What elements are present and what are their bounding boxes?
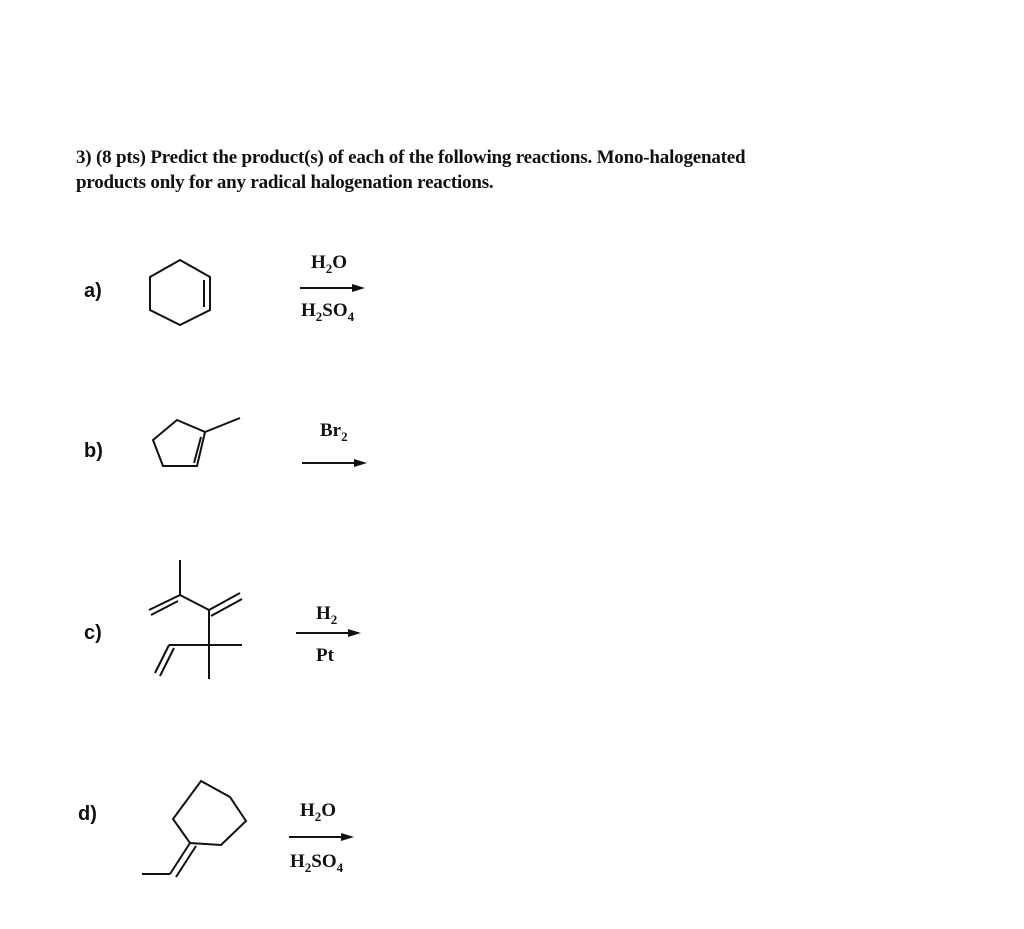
reaction-c-reagent-above: $H_2$ [316, 603, 338, 627]
reaction-a-label: a) [84, 280, 102, 302]
reaction-c-label: c) [84, 622, 102, 644]
ethylidenecyclohexane-icon [140, 775, 250, 880]
reaction-b-arrow-icon [302, 457, 368, 469]
reaction-d-reagent-below: $H_2SO_4$ [290, 851, 344, 875]
reaction-c-arrow-icon [296, 627, 362, 639]
reaction-a-arrow-icon [300, 282, 366, 294]
cyclohexene-icon [140, 250, 220, 330]
reaction-a-reagent-below: $H_2SO_4$ [301, 300, 355, 324]
methylcyclopentene-icon [145, 410, 245, 475]
triene-icon [145, 555, 250, 683]
question-line-2: products only for any radical halogenation reactions. [76, 172, 494, 193]
question-line-1: 3) (8 pts) Predict the product(s) of each of the following reactions. Mono-halogenated [76, 147, 746, 168]
reaction-d-label: d) [78, 803, 97, 825]
reaction-b-reagent-above: $Br_2$ [320, 420, 348, 444]
reaction-d-arrow-icon [289, 831, 355, 843]
question-text [76, 145, 876, 195]
reaction-d-reagent-above: $H_2O$ [300, 800, 337, 824]
reaction-b-label: b) [84, 440, 103, 462]
reaction-a-reagent-above: $H_2O$ [311, 252, 348, 276]
reaction-c-reagent-below: Pt [316, 645, 334, 666]
